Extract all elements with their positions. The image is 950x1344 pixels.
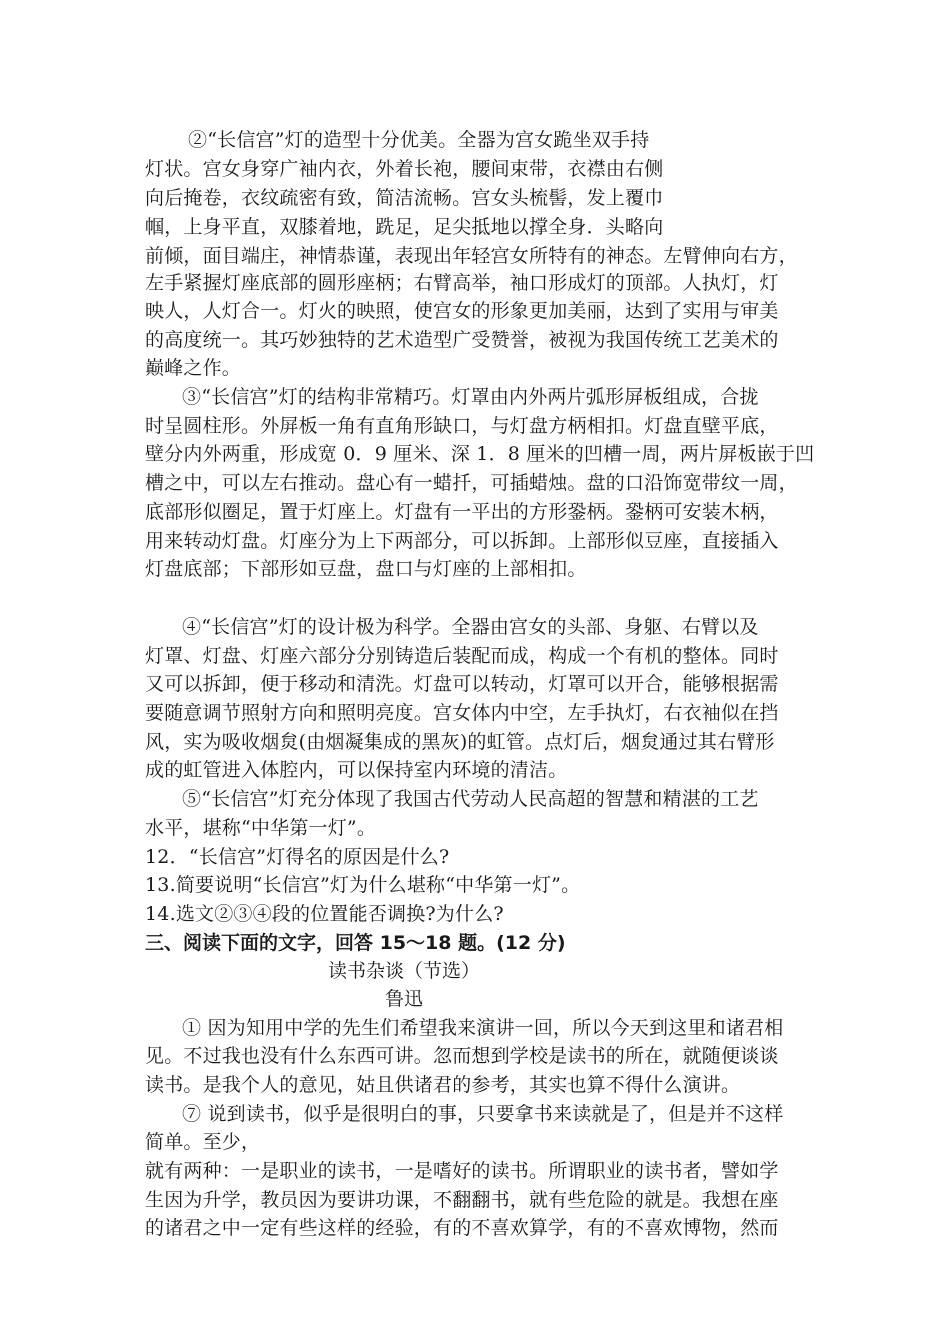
essay-para2-line: 简单。至少， <box>145 1131 261 1153</box>
essay-para1-line: 见。不过我也没有什么东西可讲。忽而想到学校是读书的所在，就随便谈谈 <box>145 1045 779 1067</box>
para2-line: 帼，上身平直，双膝着地，跣足，足尖抵地以撑全身．头略向 <box>145 216 664 238</box>
essay-para2-line: ⑦ 说到读书，似乎是很明白的事，只要拿书来读就是了，但是并不这样 <box>182 1103 784 1125</box>
para4-line: 风，实为吸收烟炱(由烟凝集成的黑灰)的虹管。点灯后，烟炱通过其右臂形 <box>145 731 775 753</box>
question-12: 12．“长信宫”灯得名的原因是什么? <box>145 846 450 868</box>
essay-para1-line: 读书。是我个人的意见，姑且供诸君的参考，其实也算不得什么演讲。 <box>145 1074 741 1096</box>
para3-line: 用来转动灯盘。灯座分为上下两部分，可以拆卸。上部形似豆座，直接插入 <box>145 530 779 552</box>
para5-line: 水平，堪称“中华第一灯”。 <box>145 817 377 839</box>
para5-line: ⑤“长信宫”灯充分体现了我国古代劳动人民高超的智慧和精湛的工艺 <box>182 788 759 810</box>
para2-line: 的高度统一。其巧妙独特的艺术造型广受赞誉，被视为我国传统工艺美术的 <box>145 329 779 351</box>
essay-title: 读书杂谈（节选） <box>327 960 480 982</box>
para4-line: 要随意调节照射方向和照明亮度。宫女体内中空，左手执灯，右衣袖似在挡 <box>145 702 779 724</box>
para2-line: 前倾，面目端庄，神情恭谨，表现出年轻宫女所特有的神态。左臂伸向右方， <box>145 245 798 267</box>
para4-line: 灯罩、灯盘、灯座六部分分别铸造后装配而成，构成一个有机的整体。同时 <box>145 645 779 667</box>
essay-para2-line: 就有两种：一是职业的读书，一是嗜好的读书。所谓职业的读书者，譬如学 <box>145 1160 779 1182</box>
question-13: 13.简要说明“长信宫”灯为什么堪称“中华第一灯”。 <box>145 874 581 896</box>
para3-line: 槽之中，可以左右推动。盘心有一蜡扦，可插蜡烛。盘的口沿饰宽带纹一周， <box>145 472 798 494</box>
para4-line: 又可以拆卸，便于移动和清洗。灯盘可以转动，灯罩可以开合，能够根据需 <box>145 673 779 695</box>
para2-line: ②“长信宫”灯的造型十分优美。全器为宫女跪坐双手持 <box>188 129 650 151</box>
para2-line: 左手紧握灯座底部的圆形座柄；右臂高举，袖口形成灯的顶部。人执灯，灯 <box>145 272 779 294</box>
para3-line: ③“长信宫”灯的结构非常精巧。灯罩由内外两片弧形屏板组成，合拢 <box>182 386 759 408</box>
essay-para2-line: 生因为升学，教员因为要讲功课，不翻翻书，就有些危险的就是。我想在座 <box>145 1189 779 1211</box>
para2-line: 灯状。宫女身穿广袖内衣，外着长袍，腰间束带，衣襟由右侧 <box>145 158 664 180</box>
para2-line: 巅峰之作。 <box>145 357 242 379</box>
para3-line: 底部形似圈足，置于灯座上。灯盘有一平出的方形銎柄。銎柄可安装木柄， <box>145 501 779 523</box>
essay-author: 鲁迅 <box>384 988 423 1010</box>
para3-line: 壁分内外两重，形成宽 0．9 厘米、深 1．8 厘米的凹槽一周，两片屏板嵌于凹 <box>145 443 815 465</box>
essay-para1-line: ① 因为知用中学的先生们希望我来演讲一回，所以今天到这里和诸君相 <box>182 1017 784 1039</box>
para2-line: 向后掩卷，衣纹疏密有致，简洁流畅。宫女头梳髻，发上覆巾 <box>145 187 664 209</box>
para2-line: 映人，人灯合一。灯火的映照，使宫女的形象更加美丽，达到了实用与审美 <box>145 300 779 322</box>
para3-line: 灯盘底部；下部形如豆盘，盘口与灯座的上部相扣。 <box>145 558 587 580</box>
para4-line: 成的虹管进入体腔内，可以保持室内环境的清洁。 <box>145 759 568 781</box>
essay-para2-line: 的诸君之中一定有些这样的经验，有的不喜欢算学，有的不喜欢博物，然而 <box>145 1217 779 1239</box>
para4-line: ④“长信宫”灯的设计极为科学。全器由宫女的头部、身躯、右臂以及 <box>182 616 759 638</box>
question-14: 14.选文②③④段的位置能否调换?为什么? <box>145 903 504 925</box>
para3-line: 时呈圆柱形。外屏板一角有直角形缺口，与灯盘方柄相扣。灯盘直壁平底， <box>145 415 779 437</box>
section-heading: 三、阅读下面的文字，回答 15～18 题。(12 分) <box>145 932 566 954</box>
